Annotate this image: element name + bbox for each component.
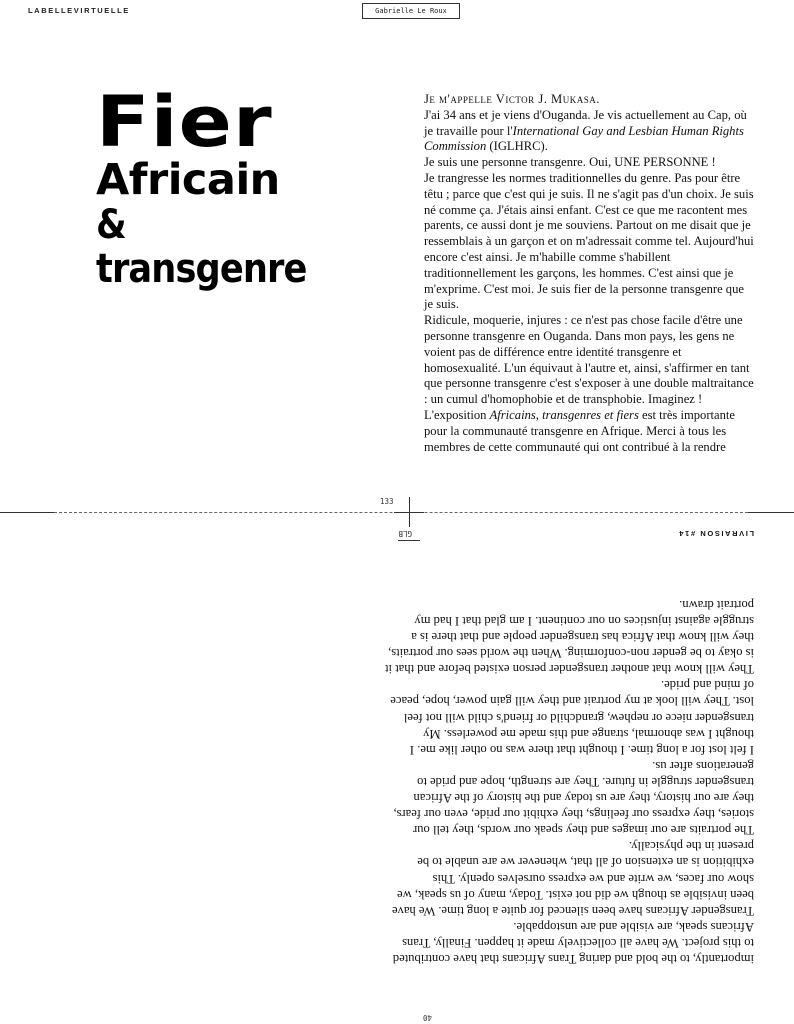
title-line-transgenre: & transgenre — [96, 202, 307, 292]
english-paragraph: The portraits are our images and they speak our words, they tell our stories, they express our feelings, they exhibit our pride, even our fears, they are our history, they are us today and the history of the African transgender struggle in future. They are strength, hope and pride to generations after us. — [393, 758, 754, 838]
english-paragraph: importantly, to the bold and daring Trans Africans that have contributed to this project. We have all collectively made it happen. Finally, Trans Africans speak, are visible and are unstoppable. — [392, 919, 754, 966]
fold-rule-right — [748, 512, 794, 513]
footer-page-label: GLB — [398, 529, 412, 538]
french-paragraph: L'exposition Africains, transgenres et fiers est très importante pour la communauté transgenre en Afrique. Merci à tous les membres de cette communauté qui ont contribué à la rendre — [424, 407, 736, 454]
crop-mark-horizontal — [394, 512, 424, 513]
english-paragraph: I felt lost for a long time. I thought that there was no other like me. I thought I was abnormal, strange and this made me powerless. My transgender niece or nephew, grandchild or friend's child will not feel lost. They will look at my portrait and they will gain power, hope, peace of mind and pride. — [390, 678, 754, 757]
french-intro: Je m'appelle Victor J. Mukasa. — [424, 92, 600, 106]
title-line-fier: Fier — [96, 81, 273, 163]
page-number-top: 133 — [380, 497, 394, 506]
english-paragraph: Transgender Africans have been silenced for quite a long time. We have been invisible as though we did not exist. Today, many of us speak, we show our faces, we write and we express ourselves openly. This exhibition is an extension of all that, whenever we are unable to be present in the physically. — [392, 839, 754, 918]
artist-credit: Gabrielle Le Roux — [362, 3, 460, 19]
french-paragraph: J'ai 34 ans et je viens d'Ouganda. Je vis actuellement au Cap, où je travaille pour l'International Gay and Lesbian Human Rights Commission (IGLHRC). — [424, 107, 747, 154]
fold-rule-left — [0, 512, 54, 513]
article-title — [96, 81, 356, 292]
issue-label: LIVRAISON #14 — [677, 529, 754, 538]
french-paragraph: Ridicule, moquerie, injures : ce n'est pas chose facile d'être une personne transgenre en Ouganda. Dans mon pays, les gens ne voient pas de différence entre identité transgenre et homosexualité. L'un équivaut à l'autre et, ainsi, s'affirmer en tant que personne transgenre c'est s'exposer à une double maltraitance : un cumul d'homophobie et de transphobie. Imaginez ! — [424, 313, 754, 407]
french-text-column — [424, 92, 754, 455]
english-text-column — [384, 597, 754, 967]
footer-rule — [398, 540, 420, 541]
title-line-africain: Africain — [96, 155, 280, 205]
french-paragraph: Je trangresse les normes traditionnelles du genre. Pas pour être têtu ; parce que c'est qui je suis. Il ne s'agit pas d'un choix. Je suis né comme ça. J'étais ainsi enfant. C'est ce que me racontent mes parents, ce aussi dont je me souviens. Partout on me disait que je ressemblais à un garçon et on m'adressait comme tel. Aujourd'hui encore c'est ainsi. Je m'habille comme s'habillent traditionnellement les garçons, les hommes. C'est ainsi que je m'exprime. C'est moi. Je suis fier de la personne transgenre que je suis. — [424, 170, 754, 312]
page-number-inverted: 40 — [422, 1013, 432, 1022]
inverted-page — [0, 527, 794, 1024]
french-paragraph: Je suis une personne transgenre. Oui, UNE PERSONNE ! — [424, 155, 716, 170]
magazine-brand: LABELLEVIRTUELLE — [28, 6, 130, 15]
english-paragraph: They will know that another transgender person existed before and that it is okay to be gender non-conforming. When the world sees our portraits, they will know that Africa has transgender people and that there is a struggle against injustices on our continent. I am glad that I had my portrait drawn. — [385, 597, 754, 677]
